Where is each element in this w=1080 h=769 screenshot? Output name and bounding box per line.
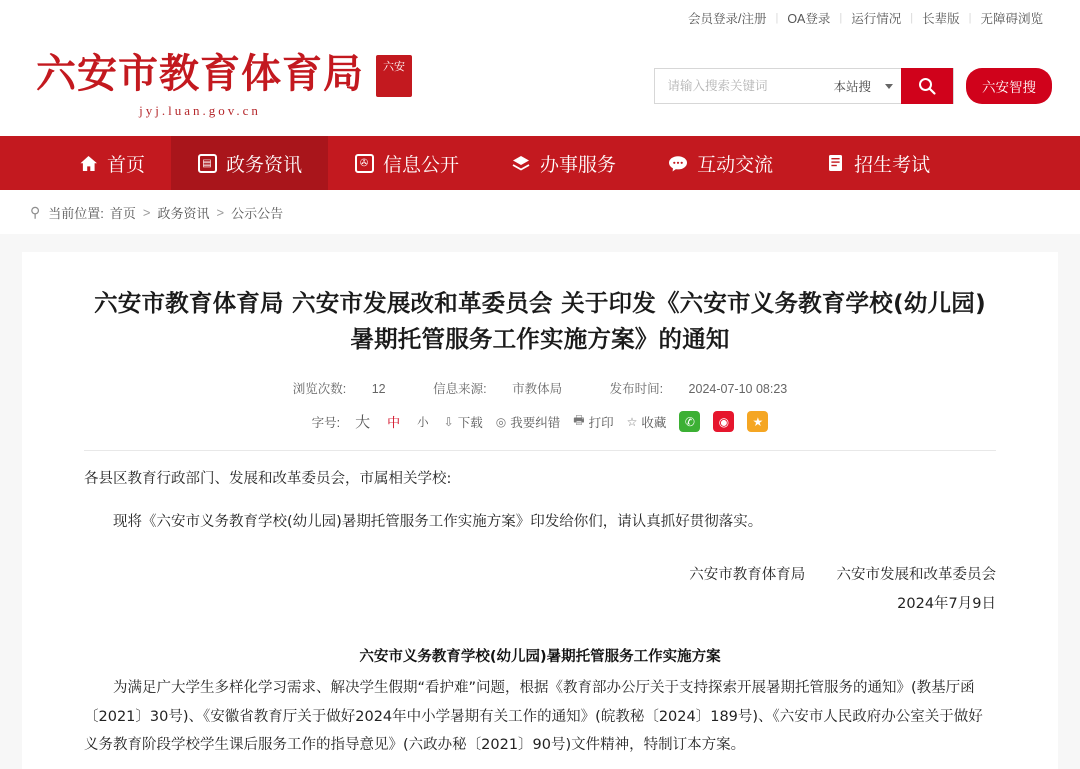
utility-separator: | <box>910 12 914 24</box>
meta-source-label: 信息来源: <box>433 382 487 397</box>
article-toolbar <box>84 411 996 432</box>
breadcrumb-item-home[interactable]: 首页 <box>109 205 136 221</box>
utility-link-member[interactable]: 会员登录/注册 <box>687 12 767 26</box>
article-card <box>22 252 1058 769</box>
utility-link-oa[interactable]: OA登录 <box>787 12 831 26</box>
nav-item-news[interactable] <box>171 136 328 190</box>
site-logo[interactable] <box>36 53 412 118</box>
exam-icon <box>825 153 845 173</box>
share-more-icon[interactable]: ★ <box>747 411 768 432</box>
location-pin-icon: ⚲ <box>30 203 41 220</box>
search-box <box>654 68 954 104</box>
utility-link-accessibility[interactable]: 无障碍浏览 <box>980 12 1043 26</box>
meta-source-value: 市教体局 <box>512 382 563 397</box>
fontsize-medium-button[interactable]: 中 <box>387 415 401 431</box>
article-paragraph-body: 现将《六安市义务教育学校(幼儿园)暑期托管服务工作实施方案》印发给你们，请认真抓好贯彻落实。 <box>113 514 763 531</box>
error-report-icon: ◎ <box>495 414 507 429</box>
nav-item-interaction[interactable] <box>642 136 799 190</box>
utility-link-status[interactable]: 运行情况 <box>851 12 902 26</box>
breadcrumb-separator: > <box>216 204 225 220</box>
meta-views <box>282 382 400 396</box>
nav-label: 招生考试 <box>854 154 931 176</box>
service-icon <box>511 153 531 173</box>
nav-label: 信息公开 <box>383 154 460 176</box>
search-area <box>654 68 1052 104</box>
attached-doc-paragraph: 为满足广大学生多样化学习需求、解决学生假期“看护难”问题，根据《教育部办公厅关于支持探索开展暑期托管服务的通知》(教基厅函〔2021〕30号)、《安徽省教育厅关于做好2024年中小学暑期有关工作的通知》(皖教秘〔2024〕189号)、《六安市人民政府办公室关于做好义务教育阶段学校学生课后服务工作的指导意见》(六政办秘〔2021〕90号)文件精神，特制订本方案。 <box>84 680 983 753</box>
chat-icon <box>668 153 688 173</box>
nav-item-home[interactable] <box>52 136 171 190</box>
article-signature <box>84 561 996 619</box>
star-icon: ☆ <box>626 414 638 429</box>
page-title: 六安市教育体育局 六安市发展改和革委员会 关于印发《六安市义务教育学校(幼儿园)暑期托管服务工作实施方案》的通知 <box>94 289 986 353</box>
meta-source <box>422 382 576 396</box>
breadcrumb-item-news[interactable]: 政务资讯 <box>157 205 210 221</box>
nav-label: 首页 <box>107 154 146 176</box>
download-label: 下载 <box>457 415 483 430</box>
search-scope-label: 本站搜 <box>833 80 871 94</box>
utility-separator: | <box>968 12 972 24</box>
print-button[interactable] <box>573 411 613 432</box>
fontsize-label: 字号: <box>311 415 341 430</box>
breadcrumb-separator: > <box>142 204 151 220</box>
share-weibo-icon[interactable]: ◉ <box>713 411 734 432</box>
nav-item-service[interactable] <box>485 136 642 190</box>
meta-views-label: 浏览次数: <box>292 382 347 397</box>
favorite-button[interactable] <box>627 413 667 431</box>
report-error-button[interactable] <box>496 413 561 431</box>
utility-bar <box>0 0 1080 36</box>
search-input[interactable] <box>655 69 829 103</box>
article-paragraph-recipients: 各县区教育行政部门、发展和改革委员会，市属相关学校: <box>84 471 452 488</box>
printer-icon: 🖶 <box>573 413 585 428</box>
meta-publish-value: 2024-07-10 08:23 <box>688 382 788 397</box>
article-meta <box>84 379 996 397</box>
breadcrumb-label: 当前位置: <box>48 205 104 221</box>
fontsize-small-button[interactable]: 小 <box>417 416 429 429</box>
signature-org-education: 六安市教育体育局 <box>689 567 806 584</box>
search-scope-select[interactable] <box>829 77 901 95</box>
content-background <box>0 234 1080 769</box>
nav-label: 办事服务 <box>540 154 617 176</box>
meta-publish-label: 发布时间: <box>609 382 664 397</box>
site-title: 六安市教育体育局 <box>36 51 364 98</box>
nav-item-disclosure[interactable] <box>328 136 485 190</box>
chevron-down-icon <box>885 84 893 89</box>
print-label: 打印 <box>588 415 614 430</box>
meta-publish <box>599 382 799 396</box>
site-header <box>0 36 1080 136</box>
home-icon <box>78 153 98 173</box>
breadcrumb-item-announcement[interactable]: 公示公告 <box>231 205 284 221</box>
utility-separator: | <box>775 12 779 24</box>
nav-item-exam[interactable] <box>799 136 956 190</box>
nav-label: 政务资讯 <box>226 154 303 176</box>
smart-search-button[interactable]: 六安智搜 <box>966 68 1052 104</box>
breadcrumb <box>0 190 1080 234</box>
main-nav <box>0 136 1080 190</box>
signature-date: 2024年7月9日 <box>897 596 996 613</box>
search-icon <box>917 76 937 96</box>
report-error-label: 我要纠错 <box>510 415 561 430</box>
favorite-label: 收藏 <box>641 415 667 430</box>
divider <box>84 450 996 451</box>
utility-link-elder-mode[interactable]: 长辈版 <box>922 12 960 26</box>
attached-doc-title: 六安市义务教育学校(幼儿园)暑期托管服务工作实施方案 <box>359 649 721 666</box>
site-domain: jyj.luan.gov.cn <box>139 102 261 118</box>
utility-separator: | <box>839 12 843 24</box>
download-icon: ⇩ <box>443 414 454 429</box>
signature-org-development: 六安市发展和改革委员会 <box>836 567 996 584</box>
meta-views-value: 12 <box>371 382 386 397</box>
download-button[interactable] <box>444 413 483 431</box>
fontsize-large-button[interactable]: 大 <box>355 414 371 432</box>
share-wechat-icon[interactable]: ✆ <box>679 411 700 432</box>
nav-label: 互动交流 <box>697 154 774 176</box>
seal-icon: 六安 <box>376 55 412 97</box>
disclosure-icon: ✇ <box>354 153 374 173</box>
news-icon: ▤ <box>197 153 217 173</box>
search-button[interactable] <box>901 68 953 104</box>
